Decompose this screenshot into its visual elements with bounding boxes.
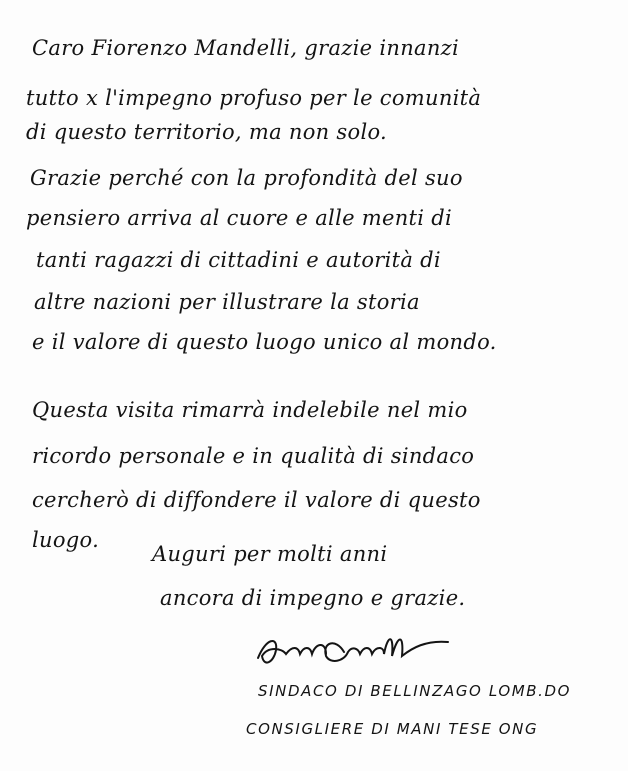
letter-line-2: tutto x l'impegno profuso per le comunità <box>26 86 482 110</box>
letter-line-1: Caro Fiorenzo Mandelli, grazie innanzi <box>32 36 460 60</box>
letter-line-12: luogo. <box>32 528 100 552</box>
signature <box>252 628 502 674</box>
letter-line-9: Questa visita rimarrà indelebile nel mio <box>32 398 468 422</box>
letter-line-3: di questo territorio, ma non solo. <box>26 120 388 144</box>
letter-line-7: altre nazioni per illustrare la storia <box>34 290 420 314</box>
closing-line-2: ancora di impegno e grazie. <box>160 586 466 610</box>
letter-line-5: pensiero arriva al cuore e alle menti di <box>26 206 453 230</box>
signer-title-1: SINDACO DI BELLINZAGO LOMB.DO <box>258 682 572 700</box>
closing-line-1: Auguri per molti anni <box>152 542 388 566</box>
letter-line-6: tanti ragazzi di cittadini e autorità di <box>36 248 441 272</box>
letter-line-11: cercherò di diffondere il valore di questo <box>32 488 481 512</box>
letter-line-10: ricordo personale e in qualità di sindaco <box>32 444 475 468</box>
letter-line-8: e il valore di questo luogo unico al mondo. <box>32 330 497 354</box>
signer-title-2: CONSIGLIERE DI MANI TESE ONG <box>246 720 539 738</box>
letter-line-4: Grazie perché con la profondità del suo <box>30 166 463 190</box>
